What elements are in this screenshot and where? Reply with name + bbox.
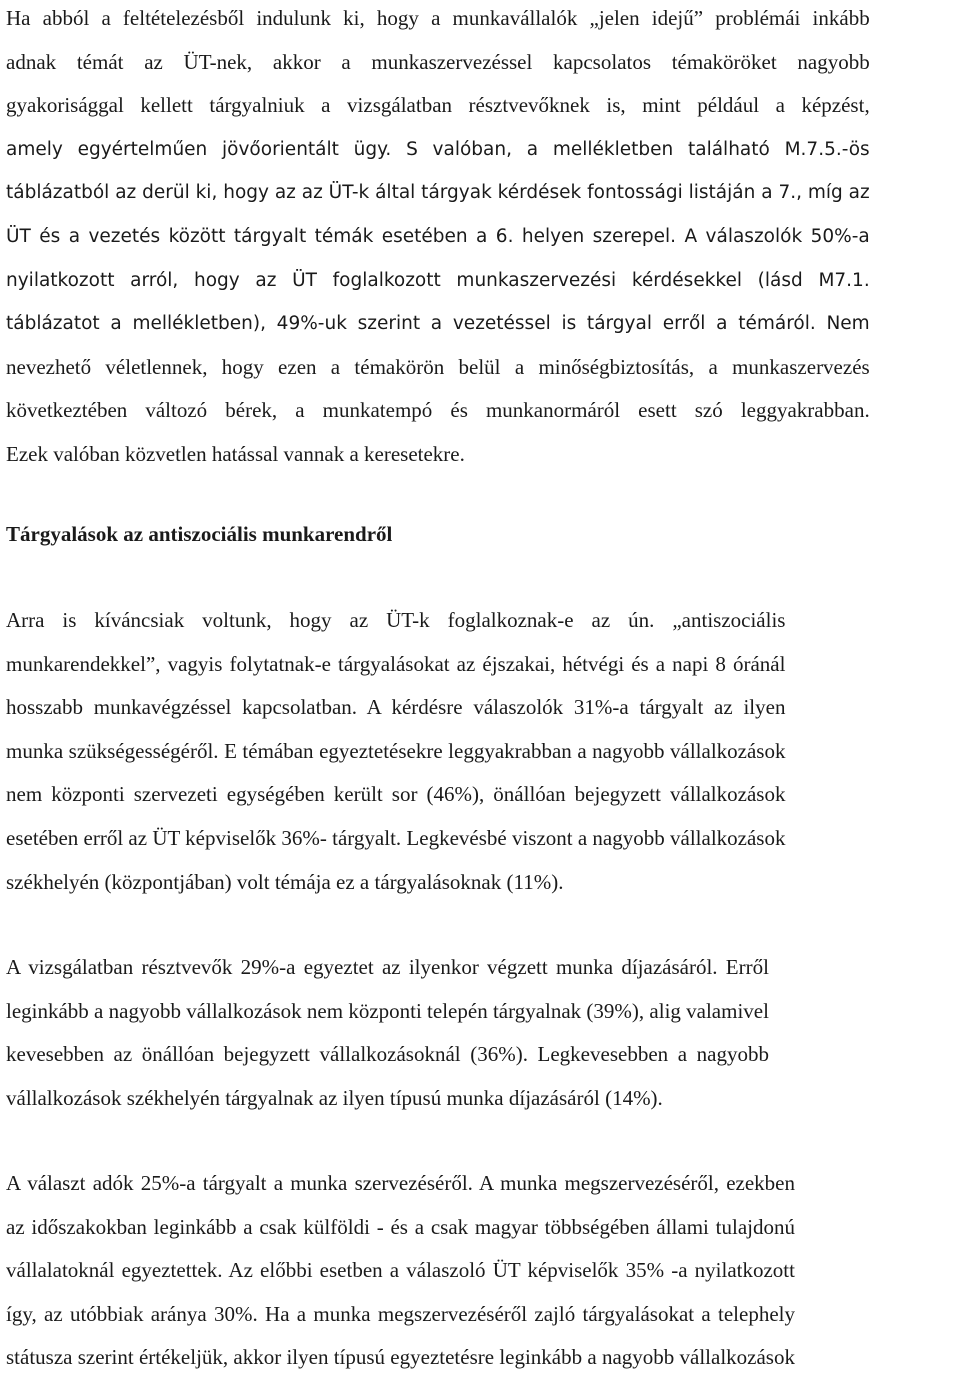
text-line: nyilatkozott arról, hogy az ÜT foglalkozott munkaszervezési kérdésekkel (lásd M7.1. xyxy=(6,269,870,291)
text-line: amely egyértelműen jövőorientált ügy. S valóban, a mellékletben található M.7.5.-ös xyxy=(6,138,870,160)
paragraph-compensation xyxy=(6,946,769,1120)
paragraph-work-organization xyxy=(6,0,870,477)
text-line: A választ adók 25%-a tárgyalt a munka szervezéséről. A munka megszervezéséről, ezekben xyxy=(6,1171,795,1195)
paragraph-work-organization-negotiation xyxy=(6,1162,795,1380)
text-line: munka szükségességéről. E témában egyeztetésekre leggyakrabban a nagyobb vállalkozások xyxy=(6,738,786,763)
section-heading: Tárgyalások az antiszociális munkarendről xyxy=(6,522,393,546)
text-line: vállalatoknál egyeztettek. Az előbbi esetben a válaszoló ÜT képviselők 35% -a nyilatkozott xyxy=(6,1258,795,1283)
text-line: státusza szerint értékeljük, akkor ilyen típusú egyeztetésre leginkább a nagyobb vállalkozások xyxy=(6,1345,795,1370)
text-line: táblázatból az derül ki, hogy az az ÜT-k által tárgyak kérdések fontossági listáján a 7., míg az xyxy=(6,182,870,204)
text-line: nem központi szervezeti egységében került sor (46%), önállóan bejegyzett vállalkozások xyxy=(6,782,786,807)
text-line: így, az utóbbiak aránya 30%. Ha a munka megszervezéséről zajló tárgyalásokat a telephely xyxy=(6,1301,795,1326)
text-line: táblázatot a mellékletben), 49%-uk szerint a vezetéssel is tárgyal erről a témáról. Nem xyxy=(6,313,870,335)
text-line: munkarendekkel”, vagyis folytatnak-e tárgyalásokat az éjszakai, hétvégi és a napi 8 óránál xyxy=(6,651,786,676)
text-line: Ezek valóban közvetlen hatással vannak a keresetekre. xyxy=(6,441,465,466)
text-line: vállalkozások székhelyén tárgyalnak az ilyen típusú munka díjazásáról (14%). xyxy=(6,1085,663,1110)
text-line: az időszakokban leginkább a csak külföldi - és a csak magyar többségében állami tulajdonú xyxy=(6,1214,795,1239)
text-line: A vizsgálatban résztvevők 29%-a egyeztet az ilyenkor végzett munka díjazásáról. Erről xyxy=(6,955,769,979)
text-line: leginkább a nagyobb vállalkozások nem központi telepén tárgyalnak (39%), alig valamivel xyxy=(6,998,769,1023)
text-line: ÜT és a vezetés között tárgyalt témák esetében a 6. helyen szerepel. A válaszolók 50%-a xyxy=(6,225,870,247)
text-line: következtében változó bérek, a munkatempó és munkanormáról esett szó leggyakrabban. xyxy=(6,398,870,423)
text-line: esetében erről az ÜT képviselők 36%- tárgyalt. Legkevésbé viszont a nagyobb vállalkozások xyxy=(6,825,786,850)
paragraph-antisocial-schedules xyxy=(6,599,785,904)
text-line: gyakorisággal kellett tárgyalniuk a vizsgálatban résztvevőknek is, mint például a képzést, xyxy=(6,93,870,118)
text-line: kevesebben az önállóan bejegyzett vállalkozásoknál (36%). Legkevesebben a nagyobb xyxy=(6,1042,769,1067)
text-line: adnak témát az ÜT-nek, akkor a munkaszervezéssel kapcsolatos témaköröket nagyobb xyxy=(6,49,870,74)
text-line: nevezhető véletlennek, hogy ezen a témakörön belül a minőségbiztosítás, a munkaszervezés xyxy=(6,354,870,379)
text-line: hosszabb munkavégzéssel kapcsolatban. A kérdésre válaszolók 31%-a tárgyalt az ilyen xyxy=(6,695,786,720)
text-line: Ha abból a feltételezésből indulunk ki, hogy a munkavállalók „jelen idejű” problémái inkább xyxy=(6,6,870,30)
text-line: székhelyén (központjában) volt témája ez a tárgyalásoknak (11%). xyxy=(6,869,564,894)
text-line: Arra is kíváncsiak voltunk, hogy az ÜT-k foglalkoznak-e az ún. „antiszociális xyxy=(6,608,786,632)
